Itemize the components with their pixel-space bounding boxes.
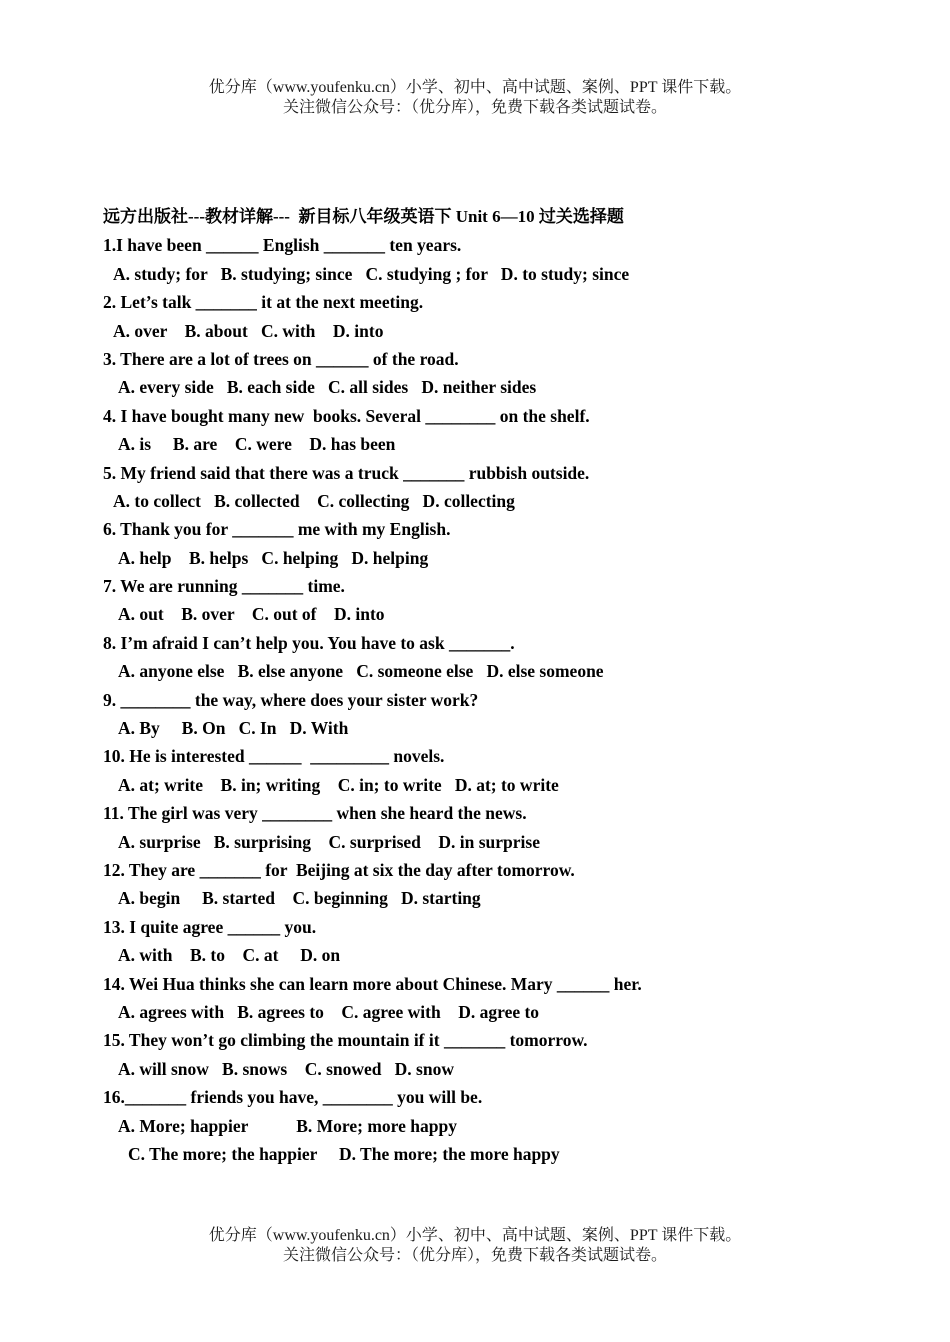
question-10: 10. He is interested ______ _________ novels. <box>103 746 445 767</box>
question-15-options: A. will snow B. snows C. snowed D. snow <box>118 1058 454 1079</box>
question-4-options: A. is B. are C. were D. has been <box>118 434 396 455</box>
question-9-options: A. By B. On C. In D. With <box>118 718 349 739</box>
question-3: 3. There are a lot of trees on ______ of the road. <box>103 348 459 369</box>
question-13-options: A. with B. to C. at D. on <box>118 945 341 966</box>
question-5-options: A. to collect B. collected C. collecting D. collecting <box>113 490 515 511</box>
question-6: 6. Thank you for _______ me with my English. <box>103 519 451 540</box>
question-2: 2. Let’s talk _______ it at the next meeting. <box>103 292 424 313</box>
question-4: 4. I have bought many new books. Several ________ on the shelf. <box>103 405 590 426</box>
question-3-options: A. every side B. each side C. all sides D. neither sides <box>118 377 537 398</box>
question-11-options: A. surprise B. surprising C. surprised D. in surprise <box>118 831 540 852</box>
footer-line-1: 优分库（www.youfenku.cn）小学、初中、高中试题、案例、PPT 课件下载。 <box>208 1227 742 1244</box>
question-11: 11. The girl was very ________ when she heard the news. <box>103 803 527 824</box>
question-14: 14. Wei Hua thinks she can learn more about Chinese. Mary ______ her. <box>103 973 642 994</box>
question-2-options: A. over B. about C. with D. into <box>113 320 384 341</box>
footer-banner <box>0 1226 950 1266</box>
question-14-options: A. agrees with B. agrees to C. agree with D. agree to <box>118 1001 540 1022</box>
footer-line-2: 关注微信公众号：（优分库），免费下载各类试题试卷。 <box>282 1247 667 1264</box>
question-1: 1.I have been ______ English _______ ten years. <box>103 235 462 256</box>
question-6-options: A. help B. helps C. helping D. helping <box>118 547 429 568</box>
question-9: 9. ________ the way, where does your sister work? <box>103 689 479 710</box>
document-body <box>103 203 903 1168</box>
question-16-options-a: A. More; happier B. More; more happy <box>118 1115 457 1136</box>
question-5: 5. My friend said that there was a truck _______ rubbish outside. <box>103 462 590 483</box>
document-title: 远方出版社---教材详解--- 新目标八年级英语下 Unit 6—10 过关选择题 <box>103 207 624 226</box>
question-1-options: A. study; for B. studying; since C. studying ; for D. to study; since <box>113 263 630 284</box>
header-banner <box>0 78 950 118</box>
question-16: 16._______ friends you have, ________ you will be. <box>103 1087 483 1108</box>
question-8-options: A. anyone else B. else anyone C. someone else D. else someone <box>118 661 604 682</box>
header-line-2: 关注微信公众号：（优分库），免费下载各类试题试卷。 <box>282 99 667 116</box>
question-13: 13. I quite agree ______ you. <box>103 916 317 937</box>
question-12: 12. They are _______ for Beijing at six the day after tomorrow. <box>103 859 575 880</box>
question-16-options-b: C. The more; the happier D. The more; the more happy <box>128 1143 560 1164</box>
question-8: 8. I’m afraid I can’t help you. You have to ask _______. <box>103 632 515 653</box>
question-7-options: A. out B. over C. out of D. into <box>118 604 385 625</box>
question-15: 15. They won’t go climbing the mountain if it _______ tomorrow. <box>103 1030 588 1051</box>
question-12-options: A. begin B. started C. beginning D. starting <box>118 888 481 909</box>
header-line-1: 优分库（www.youfenku.cn）小学、初中、高中试题、案例、PPT 课件下载。 <box>208 79 742 96</box>
question-7: 7. We are running _______ time. <box>103 576 345 597</box>
question-10-options: A. at; write B. in; writing C. in; to write D. at; to write <box>118 774 559 795</box>
